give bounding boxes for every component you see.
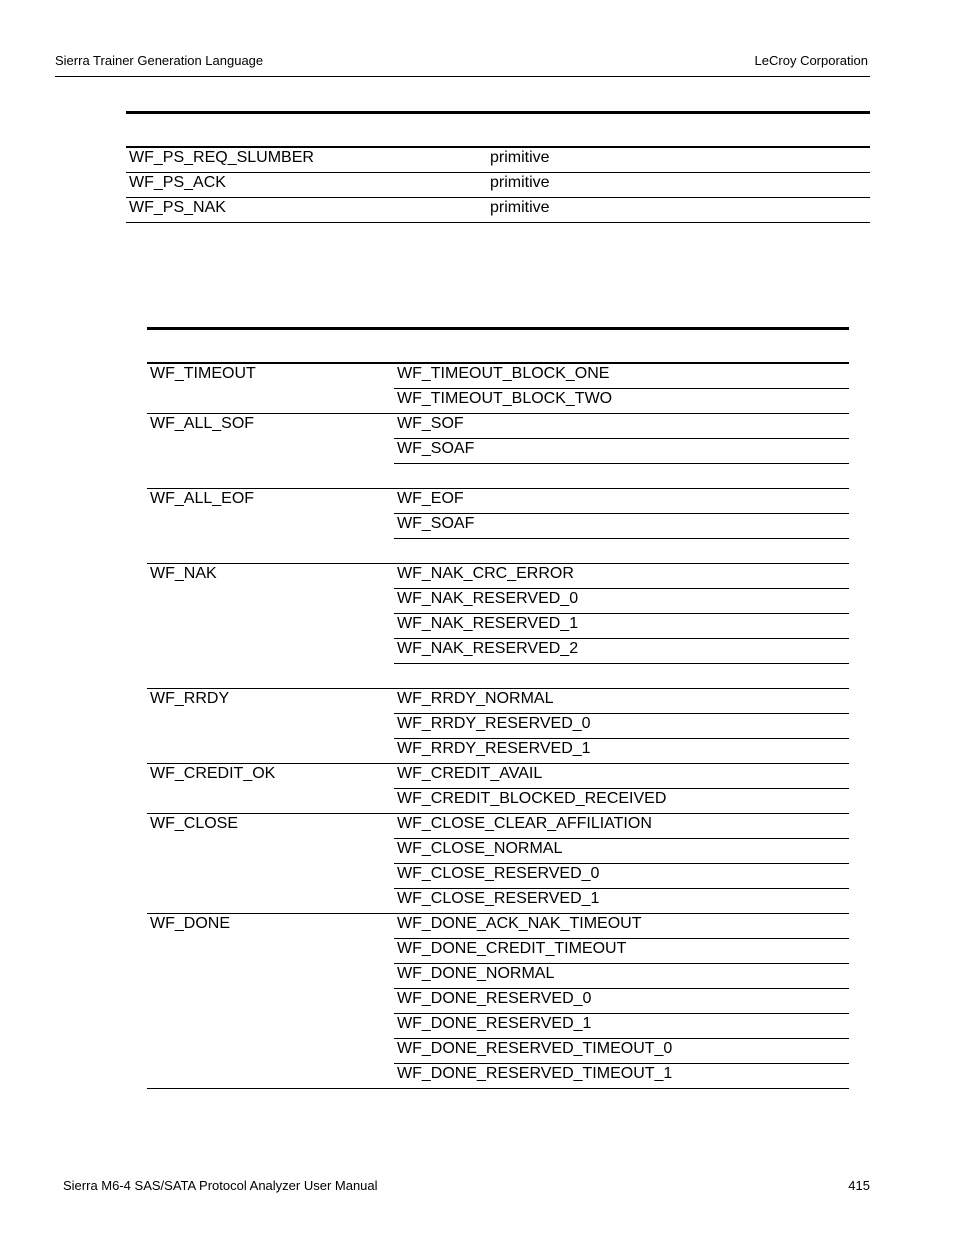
table-cell-value: WF_DONE_RESERVED_1 [397,1015,592,1032]
table-cell-group: WF_CLOSE [150,815,239,832]
table-cell-value: WF_EOF [397,490,464,507]
table-cell-value: WF_SOAF [397,440,475,457]
footer-manual-title: Sierra M6-4 SAS/SATA Protocol Analyzer User Manual [63,1178,378,1193]
table-row [147,439,849,464]
table-cell-value: WF_NAK_RESERVED_2 [397,640,579,657]
table-cell-value: WF_SOF [397,415,464,432]
table-row [126,198,870,223]
table-row [147,464,849,489]
table-row [147,489,849,514]
table-row [147,764,849,789]
table-cell-value: WF_RRDY_RESERVED_1 [397,740,591,757]
wildcard-group-table [147,327,849,1089]
table-cell-value: WF_DONE_RESERVED_0 [397,990,592,1007]
table-row [147,614,849,639]
table-cell-value: WF_CREDIT_AVAIL [397,765,543,782]
table-row [147,989,849,1014]
table-row [126,173,870,198]
table-row [147,839,849,864]
table-row [147,789,849,814]
table-row [147,564,849,589]
table-cell-value: WF_NAK_CRC_ERROR [397,565,574,582]
table-row [147,364,849,389]
table-cell-group: WF_TIMEOUT [150,365,256,382]
table-cell-value: WF_DONE_CREDIT_TIMEOUT [397,940,627,957]
table-cell-value: WF_CLOSE_NORMAL [397,840,563,857]
table-row [147,589,849,614]
table-cell-group: WF_RRDY [150,690,230,707]
table-row [147,1014,849,1039]
table-row [147,739,849,764]
table-row [147,714,849,739]
table-cell-value: WF_NAK_RESERVED_0 [397,590,579,607]
table-row [147,539,849,564]
table-row [147,664,849,689]
table-row [147,914,849,939]
table-row [126,148,870,173]
table-row [147,889,849,914]
table-cell-value: WF_DONE_RESERVED_TIMEOUT_1 [397,1065,673,1082]
page-number: 415 [848,1178,870,1193]
table-cell-value: WF_CLOSE_RESERVED_1 [397,890,600,907]
table-cell-value: WF_CLOSE_RESERVED_0 [397,865,600,882]
table-cell-name: WF_PS_REQ_SLUMBER [129,149,314,166]
table-row [147,414,849,439]
table-cell-group: WF_NAK [150,565,217,582]
table-cell-value: WF_DONE_NORMAL [397,965,555,982]
table-cell-value: WF_CREDIT_BLOCKED_RECEIVED [397,790,667,807]
table-row [147,689,849,714]
primitive-table [126,111,870,223]
table-cell-group: WF_ALL_EOF [150,490,255,507]
table-row [147,389,849,414]
header-divider [55,76,870,77]
table-cell-value: WF_TIMEOUT_BLOCK_ONE [397,365,610,382]
table-cell-value: WF_CLOSE_CLEAR_AFFILIATION [397,815,652,832]
running-header-company: LeCroy Corporation [754,53,868,68]
table-row [147,814,849,839]
table-cell-group: WF_CREDIT_OK [150,765,276,782]
table-row [147,1064,849,1089]
running-header-title: Sierra Trainer Generation Language [55,53,264,68]
table-row [147,964,849,989]
table-cell-name: WF_PS_ACK [129,174,226,191]
table-header-row [147,330,849,364]
table-row [147,639,849,664]
table-cell-value: WF_RRDY_NORMAL [397,690,554,707]
table-row [147,1039,849,1064]
table-cell-group: WF_DONE [150,915,230,932]
table-row [147,939,849,964]
table-cell-value: WF_DONE_ACK_NAK_TIMEOUT [397,915,642,932]
table-cell-name: WF_PS_NAK [129,199,226,216]
table-cell-type: primitive [490,149,550,166]
row-divider [147,1088,849,1089]
table-cell-value: WF_SOAF [397,515,475,532]
table-cell-value: WF_TIMEOUT_BLOCK_TWO [397,390,613,407]
table-header-row [126,114,870,148]
table-cell-value: WF_DONE_RESERVED_TIMEOUT_0 [397,1040,673,1057]
table-row [147,864,849,889]
table-row [147,514,849,539]
table-cell-group: WF_ALL_SOF [150,415,255,432]
table-body [147,364,849,1089]
table-cell-value: WF_NAK_RESERVED_1 [397,615,579,632]
table-cell-type: primitive [490,199,550,216]
table-cell-value: WF_RRDY_RESERVED_0 [397,715,591,732]
table-cell-type: primitive [490,174,550,191]
